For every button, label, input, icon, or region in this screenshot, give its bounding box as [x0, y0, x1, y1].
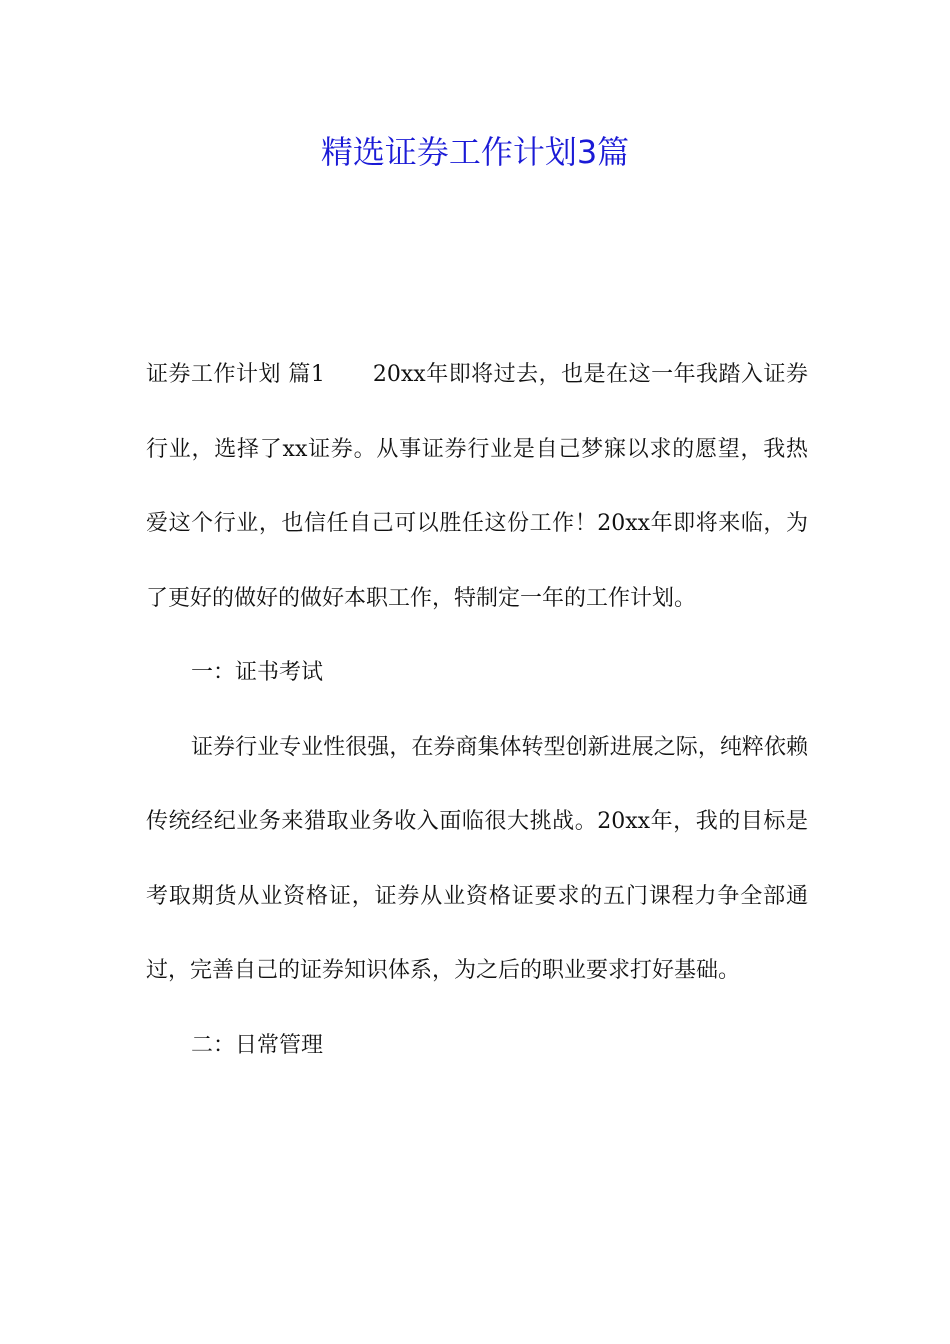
intro-text: 20xx年即将过去，也是在这一年我踏入证券行业，选择了xx证券。从事证券行业是自己梦寐以求的愿望，我热爱这个行业，也信任自己可以胜任这份工作！20xx年即将来临，为了更好的做好的做好本职工作，特制定一年的工作计划。: [146, 362, 809, 611]
section-heading-daily-management: 二：日常管理: [191, 1032, 324, 1058]
document-body: [146, 338, 808, 1083]
section-label: 证券工作计划 篇1: [146, 362, 325, 387]
certificate-paragraph: 证券行业专业性很强，在券商集体转型创新进展之际，纯粹依赖传统经纪业务来猎取业务收入面临很大挑战。20xx年，我的目标是考取期货从业资格证，证券从业资格证要求的五门课程力争全部通过，完善自己的证券知识体系，为之后的职业要求打好基础。: [146, 734, 808, 983]
section-heading-certificate: 一：证书考试: [191, 660, 324, 685]
document-title: 精选证券工作计划3篇: [320, 133, 630, 171]
intro-paragraph: [146, 338, 808, 636]
